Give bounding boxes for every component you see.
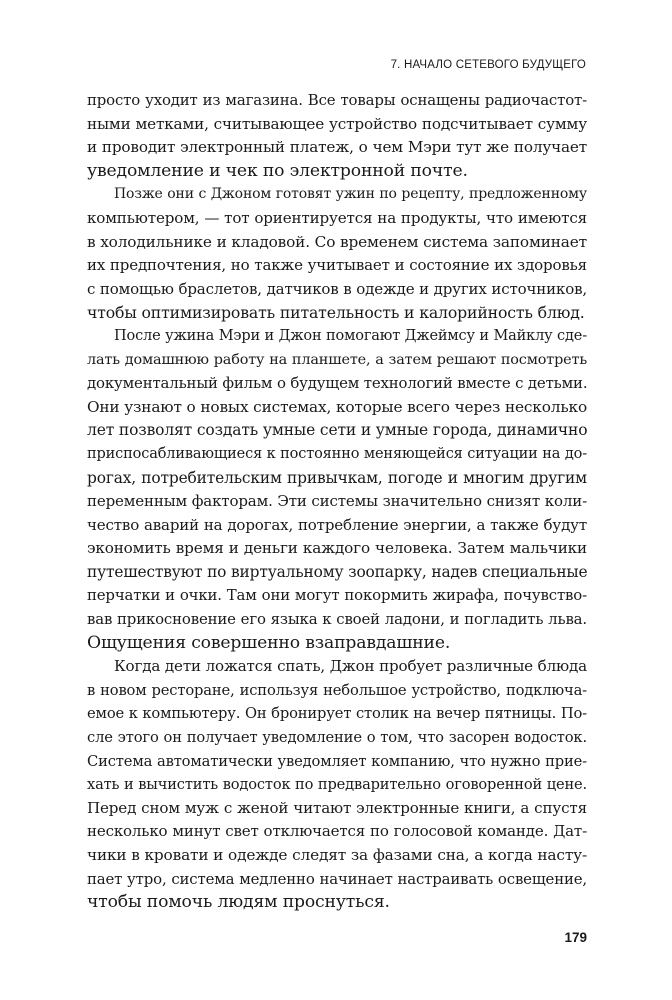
text-line: хать и вычистить водосток по предварительно оговоренной цене.	[87, 776, 587, 794]
text-line: чики в кровати и одежде следят за фазами сна, а когда насту-	[87, 846, 587, 864]
text-line: рогах, потребительским привычкам, погоде и многим другим	[87, 468, 587, 487]
text-line: переменным факторам. Эти системы значительно снизят коли-	[87, 492, 587, 511]
page-number: 179	[564, 930, 587, 945]
running-head: 7. НАЧАЛО СЕТЕВОГО БУДУЩЕГО	[390, 59, 586, 71]
text-line: ными метками, считывающее устройство подсчитывает сумму	[87, 114, 587, 133]
text-line: емое к компьютеру. Он бронирует столик на вечер пятницы. По-	[87, 705, 587, 723]
text-line: вав прикосновение его языка к своей ладони, и погладить льва.	[87, 610, 587, 629]
text-line: путешествуют по виртуальному зоопарку, надев специальные	[87, 562, 588, 581]
text-line: и проводит электронный платеж, о чем Мэри тут же получает	[87, 138, 587, 157]
text-line: Перед сном муж с женой читают электронные книги, а спустя	[87, 798, 587, 817]
text-line: чество аварий на дорогах, потребление энергии, а также будут	[87, 515, 587, 534]
text-line: Они узнают о новых системах, которые всего через несколько	[87, 397, 587, 416]
text-line: просто уходит из магазина. Все товары оснащены радиочастот-	[87, 91, 587, 109]
text-line: несколько минут свет отключается по голосовой команде. Дат-	[87, 822, 587, 841]
text-line: в холодильнике и кладовой. Со временем система запоминает	[87, 232, 587, 251]
text-line: с помощью браслетов, датчиков в одежде и других источников,	[87, 279, 587, 298]
text-line: экономить время и деньги каждого человека. Затем мальчики	[87, 539, 587, 558]
text-line: их предпочтения, но также учитывает и состояние их здоровья	[87, 256, 587, 275]
text-line: документальный фильм о будущем технологий вместе с детьми.	[87, 374, 588, 393]
paragraph-4	[87, 655, 587, 915]
text-line: чтобы оптимизировать питательность и калорийность блюд.	[87, 303, 585, 323]
text-line: чтобы помочь людям проснуться.	[87, 892, 390, 913]
text-line: Система автоматически уведомляет компанию, что нужно прие-	[87, 752, 587, 770]
text-line: компьютером, — тот ориентируется на продукты, что имеются	[87, 208, 587, 227]
text-line: сле этого он получает уведомление о том, что засорен водосток.	[87, 729, 587, 747]
text-line: лать домашнюю работу на планшете, а затем решают посмотреть	[87, 351, 587, 368]
paragraph-3	[87, 325, 587, 655]
text-line: пает утро, система медленно начинает настраивать освещение,	[87, 869, 587, 888]
text-line: лет позволят создать умные сети и умные города, динамично	[87, 421, 588, 440]
text-line: перчатки и очки. Там они могут покормить жирафа, почувство-	[87, 586, 587, 605]
text-line: После ужина Мэри и Джон помогают Джеймсу и Майклу сде-	[114, 327, 587, 344]
text-line: Ощущения совершенно взаправдашние.	[87, 632, 451, 653]
text-line: Когда дети ложатся спать, Джон пробует различные блюда	[114, 657, 587, 676]
body-text	[87, 89, 587, 915]
paragraph-1	[87, 89, 587, 183]
text-line: в новом ресторане, используя небольшое устройство, подключа-	[87, 681, 587, 699]
text-line: приспосабливающиеся к постоянно меняющейся ситуации на до-	[87, 445, 587, 462]
text-line: уведомление и чек по электронной почте.	[87, 160, 468, 181]
text-line: Позже они с Джоном готовят ужин по рецепту, предложенному	[114, 186, 587, 203]
paragraph-2	[87, 183, 587, 325]
